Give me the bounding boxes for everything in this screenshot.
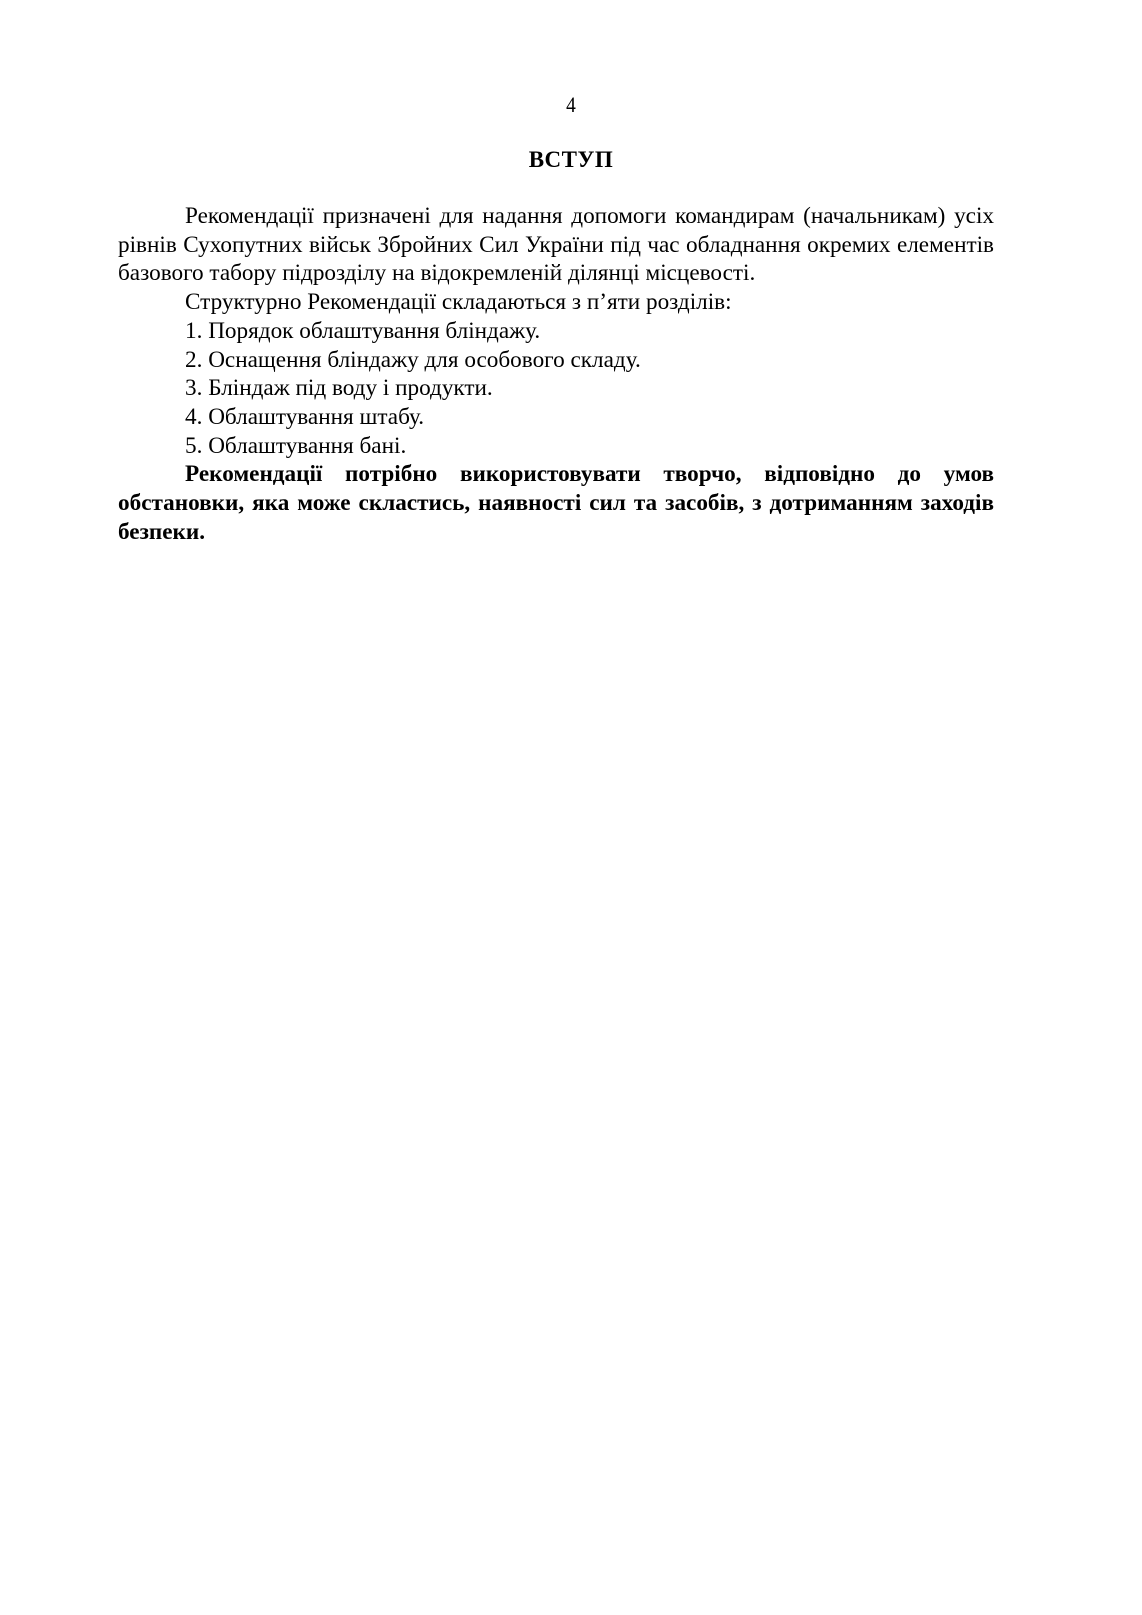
list-item: 4. Облаштування штабу. <box>185 403 425 430</box>
list-item: 3. Бліндаж під воду і продукти. <box>185 375 493 402</box>
page-number: 4 <box>566 92 576 117</box>
closing-note: Рекомендації потрібно використовувати творчо, відповідно до умов обстановки, яка може скластись, наявності сил та засобів, з дотриманням заходів безпеки. <box>118 461 994 545</box>
intro-paragraph: Рекомендації призначені для надання допомоги командирам (начальникам) усіх рівнів Сухопутних військ Збройних Сил України під час обладнання окремих елементів базового табору підрозділу на відокремленій ділянці місцевості. <box>118 203 994 287</box>
body-text <box>118 202 994 546</box>
list-item: 2. Оснащення бліндажу для особового складу. <box>185 346 641 373</box>
structure-intro: Структурно Рекомендації складаються з п’яти розділів: <box>185 289 732 316</box>
list-item: 5. Облаштування бані. <box>185 432 407 459</box>
sections-list <box>118 317 994 461</box>
section-heading: ВСТУП <box>528 147 614 172</box>
list-item: 1. Порядок облаштування бліндажу. <box>185 317 541 344</box>
